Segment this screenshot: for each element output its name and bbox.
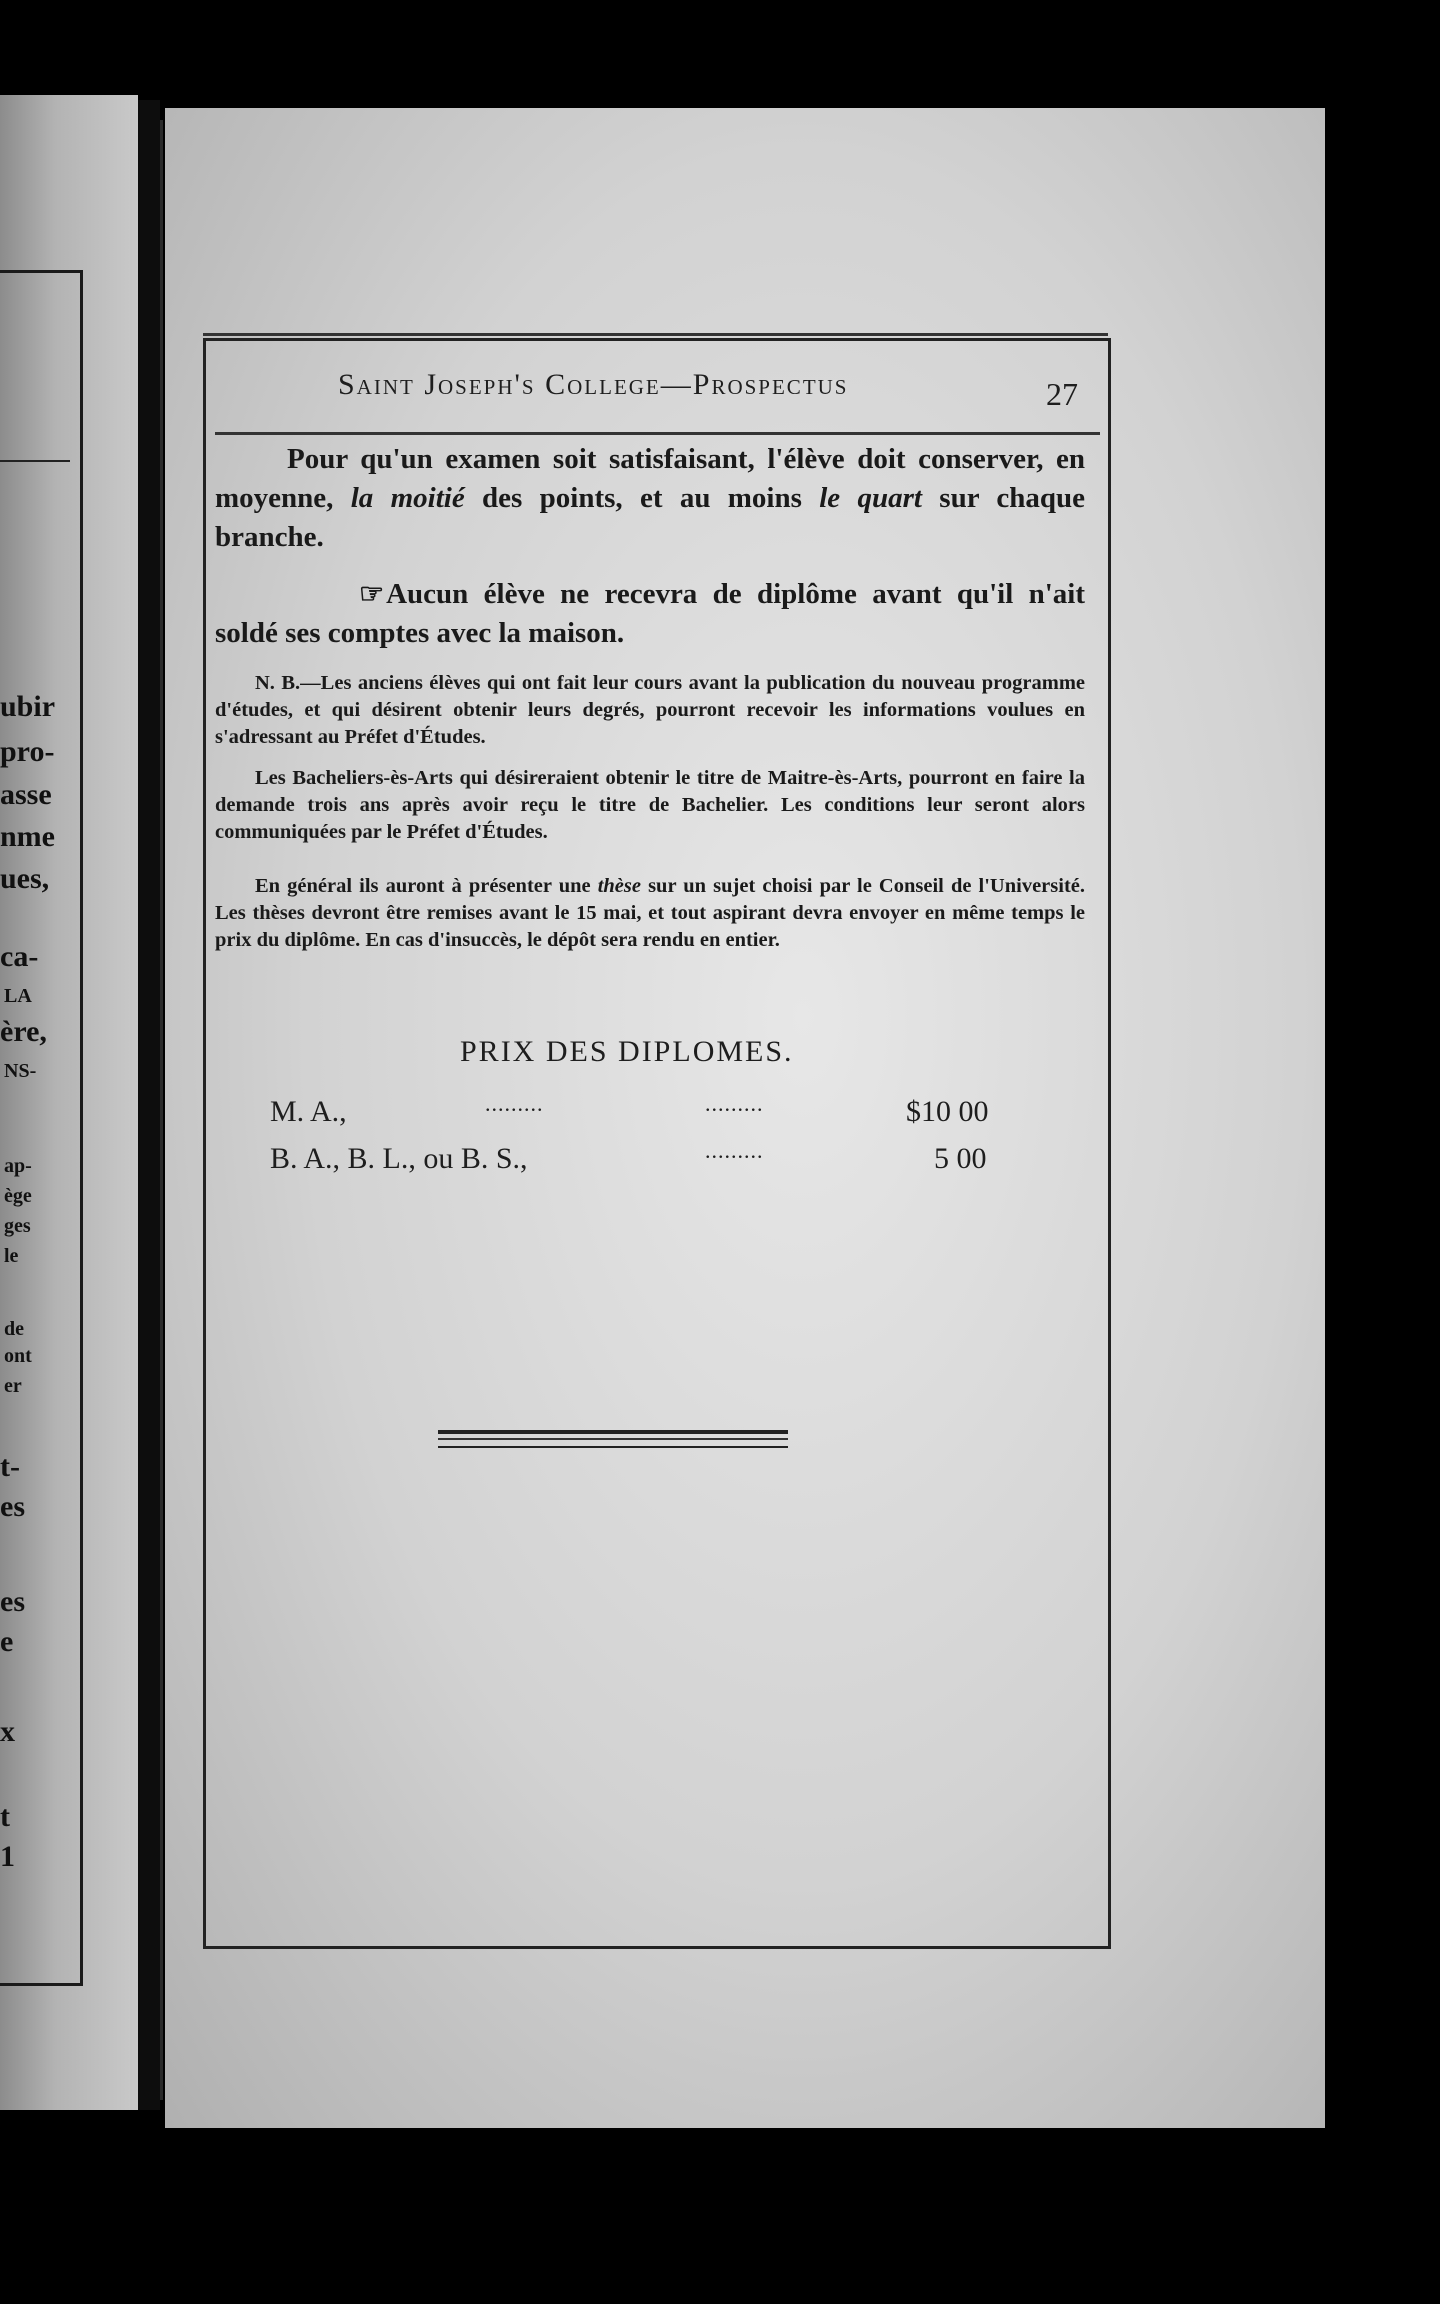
pointing-hand-icon: ☞ xyxy=(359,579,385,610)
closing-rule xyxy=(438,1430,788,1448)
previous-page-fragment: ges xyxy=(4,1215,31,1237)
previous-page-fragment: t xyxy=(0,1800,10,1833)
exam-paragraph: Pour qu'un examen soit satisfaisant, l'élève doit conserver, en moyenne, la moitié des points, et au moins le quart sur chaque branche. xyxy=(215,443,1086,553)
leader-dots: ......... xyxy=(705,1091,764,1116)
price-label: M. A., xyxy=(270,1095,347,1128)
thesis-paragraph: En général ils auront à présenter une thèse sur un sujet choisi par le Conseil de l'Université. Les thèses devront être remises avant le 15 mai, et tout aspirant devra envoyer en même temps le prix du diplôme. En cas d'insuccès, le dépôt sera rendu en entier. xyxy=(215,875,1085,951)
previous-page-fragment: ues, xyxy=(0,862,50,895)
previous-page-fragment: 1 xyxy=(0,1840,15,1873)
prices-title: PRIX DES DIPLOMES. xyxy=(460,1035,794,1068)
diploma-paragraph: ☞Aucun élève ne recevra de diplôme avant qu'il n'ait soldé ses comptes avec la maison. xyxy=(215,575,1085,653)
gutter-edge xyxy=(160,120,163,2100)
previous-page-fragment: ubir xyxy=(0,690,56,723)
previous-page-fragment: t- xyxy=(0,1450,20,1483)
page-number: 27 xyxy=(1046,376,1078,412)
previous-page-fragment: LA xyxy=(4,985,32,1007)
previous-page-fragment: de xyxy=(4,1318,24,1340)
previous-page-fragment: ap- xyxy=(4,1155,32,1177)
previous-page-fragment: ère, xyxy=(0,1015,47,1048)
previous-page-fragment: nme xyxy=(0,820,55,853)
price-row xyxy=(270,1091,764,1129)
previous-page-fragment: es xyxy=(0,1585,25,1618)
previous-page-fragment: pro- xyxy=(0,735,55,768)
bachelors-paragraph: Les Bacheliers-ès-Arts qui désireraient obtenir le titre de Maitre-ès-Arts, pourront en faire la demande trois ans après avoir reçu le titre de Bachelier. Les conditions leur seront alors communiquées par le Préfet d'Études. xyxy=(215,767,1085,843)
price-value: $10 00 xyxy=(906,1095,989,1128)
price-value: 5 00 xyxy=(934,1142,987,1175)
previous-page-fragment: es xyxy=(0,1490,25,1523)
header-rule xyxy=(215,432,1100,435)
nb-paragraph: N. B.—Les anciens élèves qui ont fait leur cours avant la publication du nouveau programme d'études, et qui désirent obtenir leurs degrés, pourront recevoir les informations voulues en s'adressant au Préfet d'Études. xyxy=(215,672,1085,748)
previous-page-fragment: ont xyxy=(4,1345,32,1367)
price-label: B. A., B. L., ou B. S., xyxy=(270,1142,528,1175)
running-title: Saint Joseph's College—Prospectus xyxy=(338,368,849,401)
previous-page-fragment: ège xyxy=(4,1185,32,1207)
previous-page-fragment: er xyxy=(4,1375,22,1397)
book-gutter xyxy=(138,100,160,2110)
leader-dots: ......... xyxy=(485,1091,544,1116)
previous-page-fragment: le xyxy=(4,1245,19,1267)
running-header xyxy=(210,360,1090,420)
previous-page-fragment: ca- xyxy=(0,940,39,973)
previous-page-fragment: asse xyxy=(0,778,52,811)
previous-page-rule xyxy=(0,460,70,462)
price-row xyxy=(270,1138,764,1176)
frame-top-edge xyxy=(203,333,1108,336)
previous-page-fragment: NS- xyxy=(4,1060,37,1082)
previous-page-fragment: x xyxy=(0,1715,15,1748)
previous-page-fragment: e xyxy=(0,1625,14,1658)
leader-dots: ......... xyxy=(705,1138,764,1163)
